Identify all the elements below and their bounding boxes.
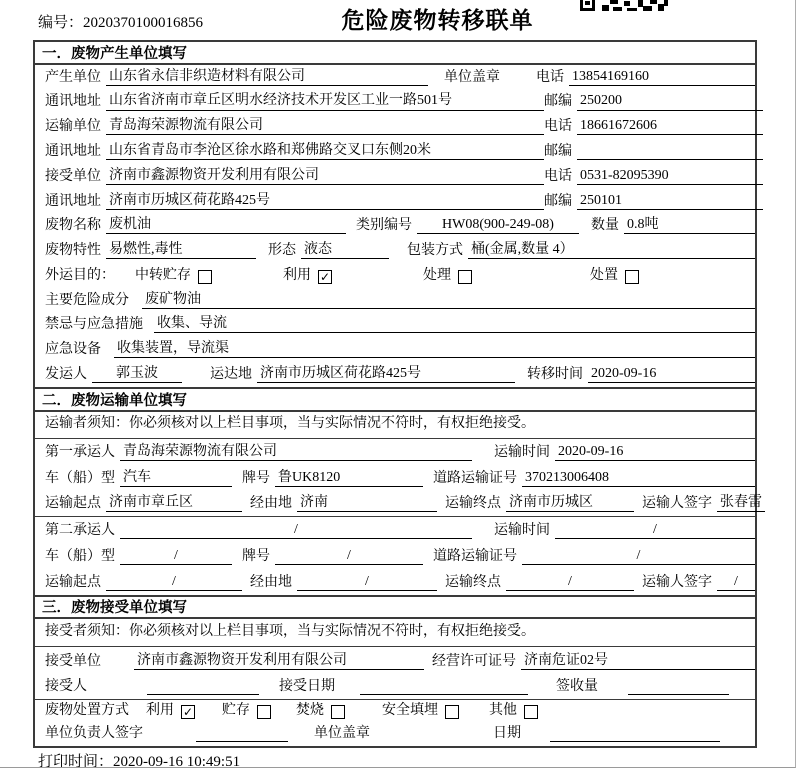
category-label: 类别编号 bbox=[356, 218, 412, 234]
purpose-option-dispose bbox=[590, 268, 639, 284]
road-permit-label-2: 道路运输证号 bbox=[433, 548, 517, 564]
producer-value: 山东省永信非织造材料有限公司 bbox=[106, 69, 428, 86]
phone-label-2: 电话 bbox=[544, 119, 572, 135]
phone-label-1: 电话 bbox=[536, 69, 564, 85]
via1-value: 济南 bbox=[297, 495, 437, 512]
consignor-label: 发运人 bbox=[45, 366, 87, 382]
row-producer bbox=[35, 65, 755, 90]
destination-value: 济南市历城区荷花路425号 bbox=[257, 366, 515, 383]
receiver-notice-text: 接受者须知：你必须核对以上栏目事项，当与实际情况不符时，有权拒绝接受。 bbox=[45, 623, 535, 639]
equipment-label: 应急设备 bbox=[45, 342, 101, 358]
accept-date-value bbox=[360, 679, 528, 695]
row-receiver-notice bbox=[35, 619, 755, 647]
row-receiver-address bbox=[35, 189, 755, 214]
origin1-value: 济南市章丘区 bbox=[106, 495, 242, 512]
print-time-value: 2020-09-16 10:49:51 bbox=[113, 754, 241, 768]
quantity-label: 数量 bbox=[591, 218, 619, 234]
consignor-value: 郭玉波 bbox=[92, 366, 182, 383]
terminus1-value: 济南市历城区 bbox=[506, 495, 634, 512]
receiver-phone-value: 0531-82095390 bbox=[577, 168, 763, 185]
row-main-hazard bbox=[35, 288, 755, 313]
checkbox-checked-icon: ✓ bbox=[182, 704, 194, 719]
via-label-1: 经由地 bbox=[250, 495, 292, 511]
sign-date-label: 日期 bbox=[493, 725, 521, 741]
section2-header: 二．废物运输单位填写 bbox=[35, 387, 755, 412]
receiver-label: 接受单位 bbox=[45, 168, 101, 184]
purpose-option-utilize bbox=[283, 268, 332, 284]
row-emergency-measures bbox=[35, 313, 755, 338]
qr-code-fragment bbox=[580, 0, 668, 11]
zip-label-3: 邮编 bbox=[544, 193, 572, 209]
origin-label-2: 运输起点 bbox=[45, 574, 101, 590]
plate1-value: 鲁UK8120 bbox=[275, 470, 423, 487]
row-emergency-equipment bbox=[35, 337, 755, 362]
form-table bbox=[33, 40, 762, 748]
acceptor-label: 接受人 bbox=[45, 678, 87, 694]
receiver-value: 济南市鑫源物资开发利用有限公司 bbox=[106, 168, 544, 185]
checkbox-icon bbox=[445, 705, 459, 719]
row-route1 bbox=[35, 491, 762, 517]
via2-value: / bbox=[297, 574, 437, 591]
producer-address-value: 山东省济南市章丘区明水经济技术开发区工业一路501号 bbox=[106, 93, 544, 110]
row-carrier2 bbox=[35, 517, 755, 543]
hazard-label: 主要危险成分 bbox=[45, 292, 129, 308]
taboo-label: 禁忌与应急措施 bbox=[45, 317, 143, 333]
transport-time-label-2: 运输时间 bbox=[494, 522, 550, 538]
phone-label-3: 电话 bbox=[544, 168, 572, 184]
disposal-option-incinerate bbox=[296, 703, 345, 719]
origin2-value: / bbox=[106, 574, 242, 591]
origin-label-1: 运输起点 bbox=[45, 495, 101, 511]
carrier-sign-label-2: 运输人签字 bbox=[642, 574, 712, 590]
row-transporter-notice bbox=[35, 412, 755, 439]
road-permit-label-1: 道路运输证号 bbox=[433, 470, 517, 486]
terminus-label-2: 运输终点 bbox=[445, 574, 501, 590]
packing-label: 包装方式 bbox=[407, 243, 463, 259]
disposal-option-other bbox=[489, 703, 538, 719]
disposal-store-label: 贮存 bbox=[222, 702, 250, 718]
disposal-utilize-label: 利用 bbox=[146, 702, 174, 718]
plate2-value: / bbox=[275, 548, 423, 565]
carrier1-label: 第一承运人 bbox=[45, 444, 115, 460]
destination-label: 运达地 bbox=[210, 366, 252, 382]
disposal-method-label: 废物处置方式 bbox=[45, 702, 129, 718]
form-value: 液态 bbox=[301, 242, 389, 259]
transport-time2-value: / bbox=[555, 522, 755, 539]
transporter-phone-value: 18661672606 bbox=[577, 118, 763, 135]
transfer-time-value: 2020-09-16 bbox=[588, 366, 755, 383]
carrier-sign2-value: / bbox=[717, 574, 755, 591]
form-label: 形态 bbox=[268, 243, 296, 259]
zip-label-1: 邮编 bbox=[544, 94, 572, 110]
producer-zip-value: 250200 bbox=[577, 93, 763, 110]
row-vehicle1 bbox=[35, 465, 755, 491]
vehicle-type1-value: 汽车 bbox=[120, 470, 232, 487]
checkbox-icon bbox=[458, 270, 472, 284]
row-purpose bbox=[35, 263, 755, 288]
disposal-incinerate-label: 焚烧 bbox=[296, 702, 324, 718]
print-time-label: 打印时间： bbox=[38, 754, 114, 768]
received-qty-value bbox=[628, 679, 729, 695]
accept-unit-label: 接受单位 bbox=[45, 653, 101, 669]
receiver-address-value: 济南市历城区荷花路425号 bbox=[106, 193, 544, 210]
unit-seal-label-2: 单位盖章 bbox=[314, 725, 370, 741]
taboo-value: 收集、导流 bbox=[154, 316, 755, 333]
transporter-value: 青岛海荣源物流有限公司 bbox=[106, 118, 544, 135]
character-value: 易燃性,毒性 bbox=[106, 242, 256, 259]
transporter-label: 运输单位 bbox=[45, 119, 101, 135]
section1-header: 一．废物产生单位填写 bbox=[35, 42, 755, 65]
plate-label-1: 牌号 bbox=[242, 470, 270, 486]
receiver-zip-value: 250101 bbox=[577, 193, 763, 210]
disposal-landfill-label: 安全填埋 bbox=[382, 702, 438, 718]
row-carrier1 bbox=[35, 439, 755, 465]
disposal-option-utilize bbox=[146, 703, 195, 719]
address-label-1: 通讯地址 bbox=[45, 94, 101, 110]
sign-date-value bbox=[550, 726, 720, 742]
producer-label: 产生单位 bbox=[45, 69, 101, 85]
disposal-option-store bbox=[222, 703, 271, 719]
producer-phone-value: 13854169160 bbox=[569, 69, 755, 86]
license-label: 经营许可证号 bbox=[432, 653, 516, 669]
disposal-option-landfill bbox=[382, 703, 459, 719]
license-value: 济南危证02号 bbox=[521, 653, 755, 670]
zip-label-2: 邮编 bbox=[544, 143, 572, 159]
row-receiver bbox=[35, 164, 755, 189]
terminus-label-1: 运输终点 bbox=[445, 495, 501, 511]
packing-value: 桶(金属,数量 4） bbox=[468, 242, 755, 259]
carrier-sign1-value: 张春雷 bbox=[717, 495, 765, 512]
carrier2-label: 第二承运人 bbox=[45, 522, 115, 538]
purpose-dispose-label: 处置 bbox=[590, 267, 618, 283]
character-label: 废物特性 bbox=[45, 243, 101, 259]
transport-time1-value: 2020-09-16 bbox=[555, 444, 755, 461]
row-acceptor bbox=[35, 674, 755, 700]
row-waste-character bbox=[35, 238, 755, 263]
row-disposal-method bbox=[35, 700, 755, 723]
accept-date-label: 接受日期 bbox=[279, 678, 335, 694]
road-permit2-value: / bbox=[522, 548, 755, 565]
transporter-address-value: 山东省青岛市李沧区徐水路和郑佛路交叉口东侧20米 bbox=[106, 143, 544, 160]
responsible-sign-value bbox=[196, 726, 288, 742]
transporter-zip-value bbox=[577, 144, 763, 160]
purpose-treat-label: 处理 bbox=[423, 267, 451, 283]
quantity-value: 0.8吨 bbox=[624, 217, 755, 234]
transfer-time-label: 转移时间 bbox=[527, 366, 583, 382]
checkbox-icon bbox=[331, 705, 345, 719]
waste-name-value: 废机油 bbox=[106, 217, 346, 234]
category-code-value: HW08(900-249-08) bbox=[417, 217, 579, 234]
address-label-2: 通讯地址 bbox=[45, 143, 101, 159]
purpose-transit-label: 中转贮存 bbox=[135, 267, 191, 283]
vehicle-type-label-2: 车（船）型 bbox=[45, 548, 115, 564]
row-accept-unit bbox=[35, 647, 755, 674]
print-time-line bbox=[38, 750, 240, 768]
carrier1-value: 青岛海荣源物流有限公司 bbox=[120, 444, 472, 461]
checkbox-icon bbox=[524, 705, 538, 719]
page-title: 危险废物转移联单 bbox=[341, 7, 534, 33]
serial-label: 编号： bbox=[38, 15, 84, 31]
carrier-sign-label-1: 运输人签字 bbox=[642, 495, 712, 511]
checkbox-icon bbox=[625, 270, 639, 284]
vehicle-type-label-1: 车（船）型 bbox=[45, 470, 115, 486]
row-responsible-sign bbox=[35, 723, 755, 746]
equipment-value: 收集装置，导流渠 bbox=[114, 341, 755, 358]
plate-label-2: 牌号 bbox=[242, 548, 270, 564]
unit-seal-label: 单位盖章 bbox=[444, 69, 500, 85]
purpose-option-treat bbox=[423, 268, 472, 284]
address-label-3: 通讯地址 bbox=[45, 193, 101, 209]
via-label-2: 经由地 bbox=[250, 574, 292, 590]
purpose-option-transit bbox=[135, 268, 212, 284]
checkbox-icon bbox=[257, 705, 271, 719]
acceptor-value bbox=[147, 679, 259, 695]
transport-time-label-1: 运输时间 bbox=[494, 444, 550, 460]
row-route2 bbox=[35, 569, 755, 595]
accept-unit-value: 济南市鑫源物资开发利用有限公司 bbox=[134, 653, 424, 670]
received-qty-label: 签收量 bbox=[556, 678, 598, 694]
terminus2-value: / bbox=[506, 574, 634, 591]
row-producer-address bbox=[35, 90, 755, 115]
row-transporter bbox=[35, 115, 755, 140]
purpose-utilize-label: 利用 bbox=[283, 267, 311, 283]
responsible-sign-label: 单位负责人签字 bbox=[45, 725, 143, 741]
disposal-other-label: 其他 bbox=[489, 702, 517, 718]
serial-value: 2020370100016856 bbox=[83, 15, 204, 31]
hazard-value: 废矿物油 bbox=[142, 292, 755, 309]
transporter-notice-text: 运输者须知：你必须核对以上栏目事项，当与实际情况不符时，有权拒绝接受。 bbox=[45, 415, 535, 431]
road-permit1-value: 370213006408 bbox=[522, 470, 755, 487]
checkbox-icon bbox=[198, 270, 212, 284]
purpose-label: 外运目的： bbox=[45, 267, 115, 283]
checkbox-checked-icon: ✓ bbox=[319, 269, 331, 284]
row-transporter-address bbox=[35, 139, 755, 164]
row-consignor bbox=[35, 362, 755, 387]
section3-header: 三．废物接受单位填写 bbox=[35, 595, 755, 619]
vehicle-type2-value: / bbox=[120, 548, 232, 565]
waste-name-label: 废物名称 bbox=[45, 218, 101, 234]
row-vehicle2 bbox=[35, 543, 755, 569]
row-waste-name bbox=[35, 214, 755, 239]
carrier2-value: / bbox=[120, 522, 472, 539]
